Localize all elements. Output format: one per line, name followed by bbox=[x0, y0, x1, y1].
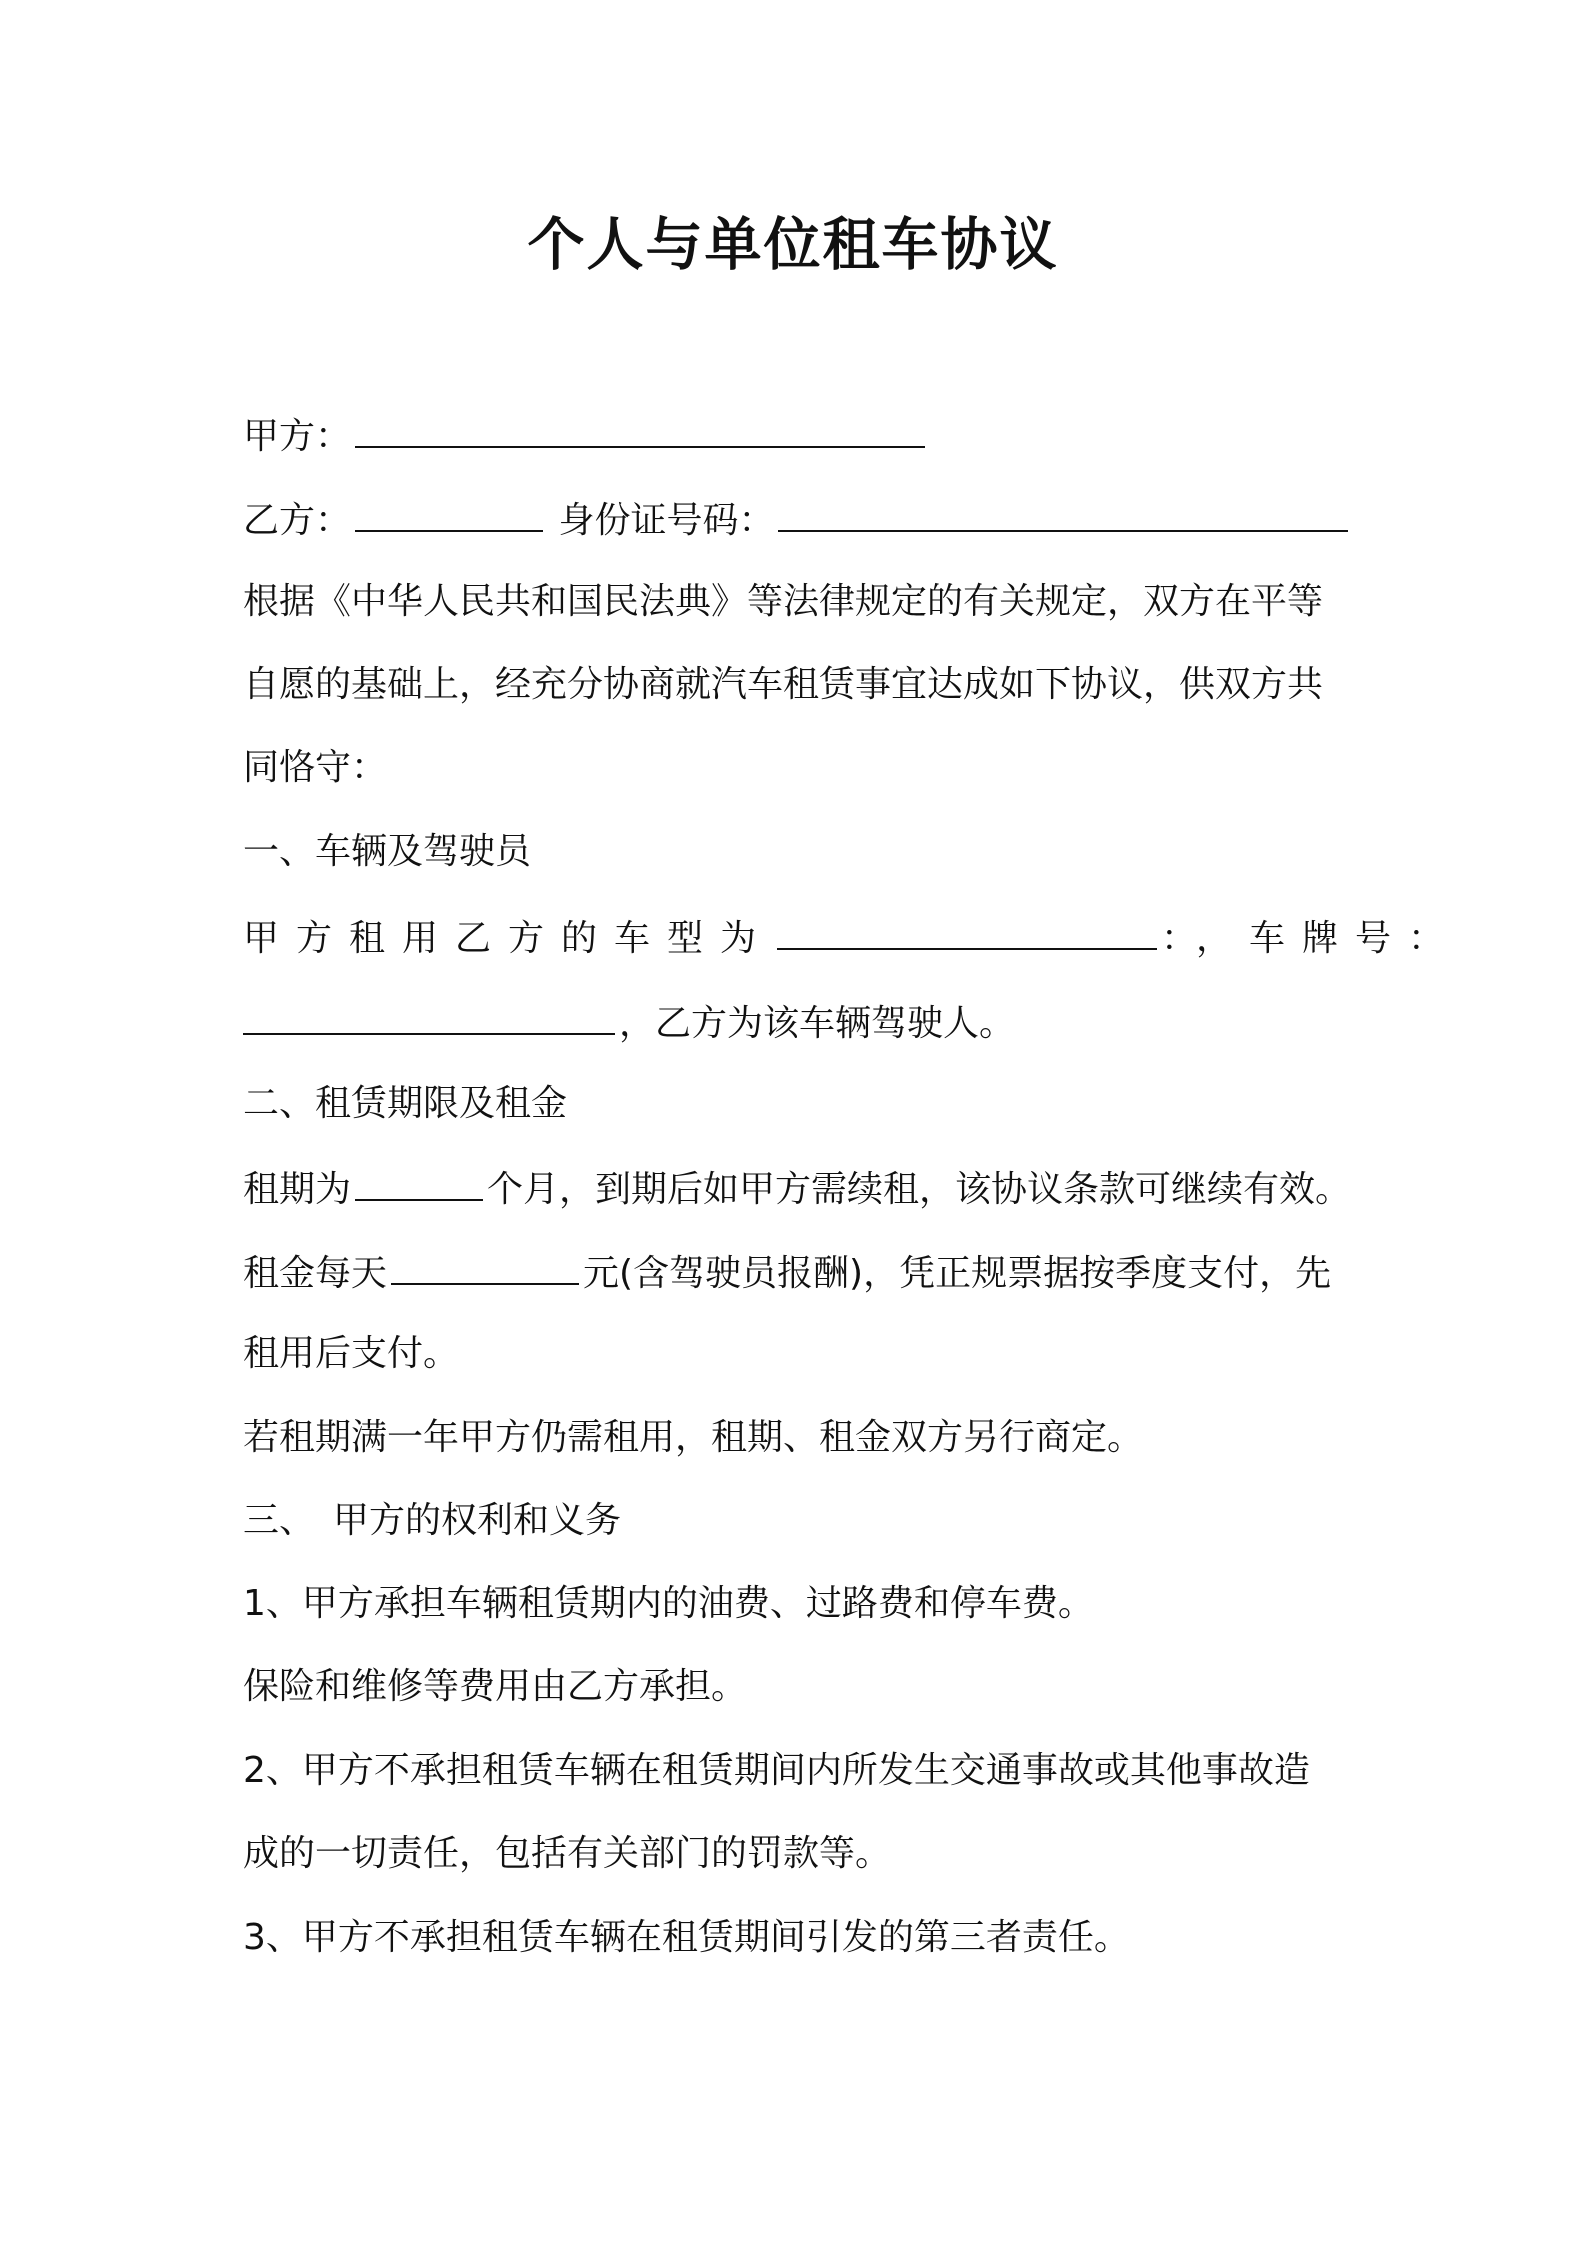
clause-2-continued: 成的一切责任，包括有关部门的罚款等。 bbox=[243, 1833, 892, 1874]
id-number-label: 身份证号码： bbox=[558, 500, 775, 541]
rent-daily-label: 租金每天 bbox=[243, 1253, 388, 1294]
party-a-name-blank[interactable] bbox=[355, 408, 925, 448]
section-3-heading: 三、 甲方的权利和义务 bbox=[243, 1500, 622, 1541]
plate-line bbox=[243, 995, 1015, 1050]
vehicle-model-blank[interactable] bbox=[777, 910, 1157, 950]
clause-2: 2、甲方不承担租赁车辆在租赁期间内所发生交通事故或其他事故造 bbox=[243, 1750, 1310, 1791]
rent-daily-line bbox=[243, 1245, 1331, 1300]
rent-period-line bbox=[243, 1161, 1351, 1216]
vehicle-model-label: 甲方租用乙方的车型为 bbox=[243, 918, 774, 959]
party-b-line bbox=[243, 492, 1352, 547]
section-2-heading: 二、租赁期限及租金 bbox=[243, 1083, 568, 1124]
document-title: 个人与单位租车协议 bbox=[527, 212, 1059, 278]
party-a-line bbox=[243, 408, 929, 463]
party-a-label: 甲方： bbox=[243, 416, 352, 457]
clause-1: 1、甲方承担车辆租赁期内的油费、过路费和停车费。 bbox=[243, 1583, 1094, 1624]
plate-number-blank[interactable] bbox=[243, 995, 615, 1035]
rent-months-blank[interactable] bbox=[355, 1161, 483, 1201]
rent-period-label: 租期为 bbox=[243, 1169, 352, 1210]
party-b-name-blank[interactable] bbox=[355, 492, 543, 532]
rent-daily-continued: 租用后支付。 bbox=[243, 1333, 460, 1374]
plate-label: ：，车牌号： bbox=[1161, 918, 1462, 959]
id-number-blank[interactable] bbox=[778, 492, 1348, 532]
party-b-label: 乙方： bbox=[243, 500, 352, 541]
section-1-heading: 一、车辆及驾驶员 bbox=[243, 831, 532, 872]
preamble-line-1: 根据《中华人民共和国民法典》等法律规定的有关规定，双方在平等 bbox=[243, 581, 1324, 622]
clause-3: 3、甲方不承担租赁车辆在租赁期间引发的第三者责任。 bbox=[243, 1917, 1130, 1958]
rent-amount-blank[interactable] bbox=[391, 1245, 579, 1285]
rent-daily-text: 元(含驾驶员报酬)，凭正规票据按季度支付，先 bbox=[583, 1253, 1332, 1294]
clause-1-continued: 保险和维修等费用由乙方承担。 bbox=[243, 1666, 748, 1707]
preamble-line-2: 自愿的基础上，经充分协商就汽车租赁事宜达成如下协议，供双方共 bbox=[243, 664, 1324, 705]
driver-note: ，乙方为该车辆驾驶人。 bbox=[619, 1003, 1016, 1044]
rent-period-text: 个月，到期后如甲方需续租，该协议条款可继续有效。 bbox=[487, 1169, 1352, 1210]
rent-renewal-line: 若租期满一年甲方仍需租用，租期、租金双方另行商定。 bbox=[243, 1417, 1144, 1458]
preamble-line-3: 同恪守： bbox=[243, 747, 388, 788]
vehicle-line bbox=[243, 910, 1461, 965]
